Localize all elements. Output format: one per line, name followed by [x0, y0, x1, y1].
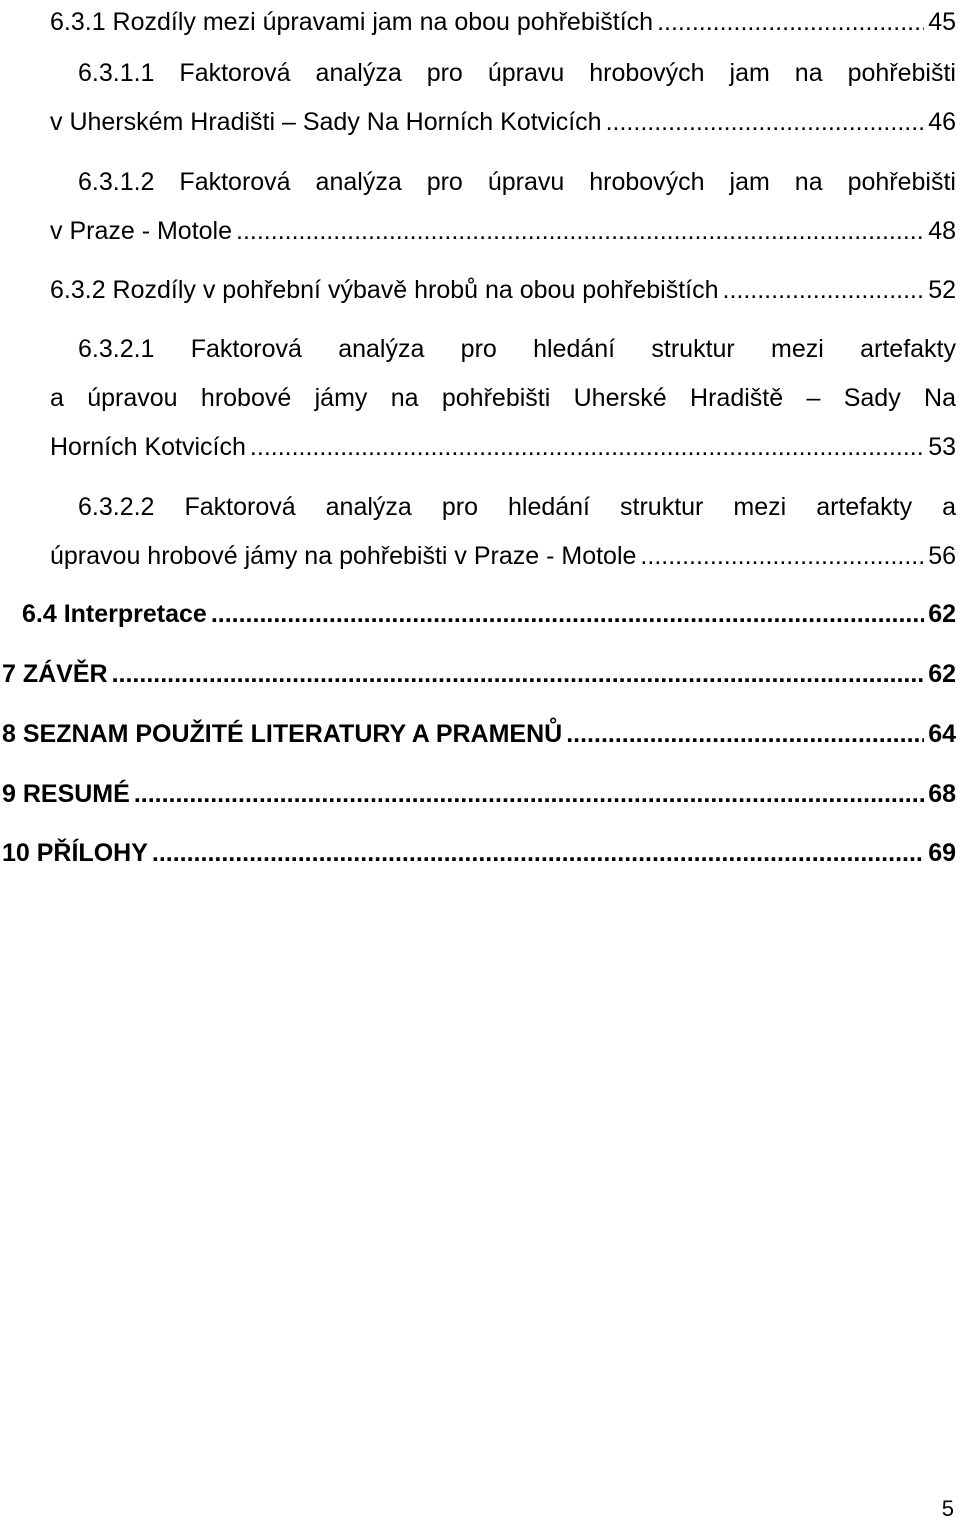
toc-entry-title: 9 RESUMÉ [2, 780, 130, 808]
toc-entry-title-line: 6.3.1.1 Faktorová analýza pro úpravu hrobových jam na pohřebišti [78, 59, 956, 87]
dot-leader [211, 590, 924, 639]
toc-entry-title-line: a úpravou hrobové jámy na pohřebišti Uherské Hradiště – Sady Na [50, 384, 956, 412]
toc-entry-6-4[interactable] [22, 590, 956, 639]
toc-entry-page: 48 [928, 217, 956, 245]
dot-leader [134, 770, 924, 819]
toc-entry-6-3-2-2[interactable] [50, 483, 956, 581]
toc-entry-7[interactable] [2, 650, 956, 699]
toc-entry-6-3-1-2[interactable] [50, 158, 956, 256]
toc-entry-page: 45 [928, 8, 956, 36]
toc-entry-6-3-2[interactable] [50, 266, 956, 315]
toc-entry-6-3-1-1[interactable] [50, 49, 956, 147]
toc-entry-title: 6.3.2 Rozdíly v pohřební výbavě hrobů na obou pohřebištích [50, 276, 719, 304]
dot-leader [152, 829, 924, 878]
page-number: 5 [941, 1496, 954, 1521]
dot-leader [250, 423, 924, 472]
toc-entry-page: 69 [928, 839, 956, 867]
toc-entry-title: v Uherském Hradišti – Sady Na Horních Kotvicích [50, 108, 602, 136]
toc-entry-title: 10 PŘÍLOHY [2, 839, 148, 867]
toc-entry-title: 6.3.1 Rozdíly mezi úpravami jam na obou pohřebištích [50, 8, 654, 36]
toc-entry-6-3-2-1[interactable] [50, 325, 956, 472]
toc-entry-title: 8 SEZNAM POUŽITÉ LITERATURY A PRAMENŮ [2, 720, 563, 748]
dot-leader [236, 207, 924, 256]
dot-leader [640, 532, 924, 581]
toc-entry-title: 7 ZÁVĚR [2, 660, 108, 688]
dot-leader [657, 0, 924, 47]
toc-entry-title: úpravou hrobové jámy na pohřebišti v Praze - Motole [50, 542, 637, 570]
dot-leader [112, 650, 925, 699]
toc-entry-title: v Praze - Motole [50, 217, 233, 245]
toc-entry-title-line: 6.3.2.1 Faktorová analýza pro hledání struktur mezi artefakty [78, 335, 956, 363]
toc-entry-title: 6.4 Interpretace [22, 600, 207, 628]
dot-leader [566, 710, 924, 759]
toc-entry-page: 46 [928, 108, 956, 136]
toc-entry-page: 56 [928, 542, 956, 570]
toc-entry-page: 62 [928, 600, 956, 628]
toc-entry-8[interactable] [2, 710, 956, 759]
toc-entry-page: 68 [928, 780, 956, 808]
toc-entry-6-3-1[interactable] [50, 0, 956, 47]
toc-entry-page: 52 [928, 276, 956, 304]
toc-entry-title-line: 6.3.2.2 Faktorová analýza pro hledání struktur mezi artefakty a [78, 493, 956, 521]
toc-entry-title-line: 6.3.1.2 Faktorová analýza pro úpravu hrobových jam na pohřebišti [78, 168, 956, 196]
toc-entry-page: 53 [928, 433, 956, 461]
dot-leader [606, 98, 925, 147]
dot-leader [723, 266, 925, 315]
toc-entry-9[interactable] [2, 770, 956, 819]
toc-entry-page: 62 [928, 660, 956, 688]
toc-entry-10[interactable] [2, 829, 956, 878]
toc-entry-page: 64 [928, 720, 956, 748]
toc-entry-title: Horních Kotvicích [50, 433, 246, 461]
